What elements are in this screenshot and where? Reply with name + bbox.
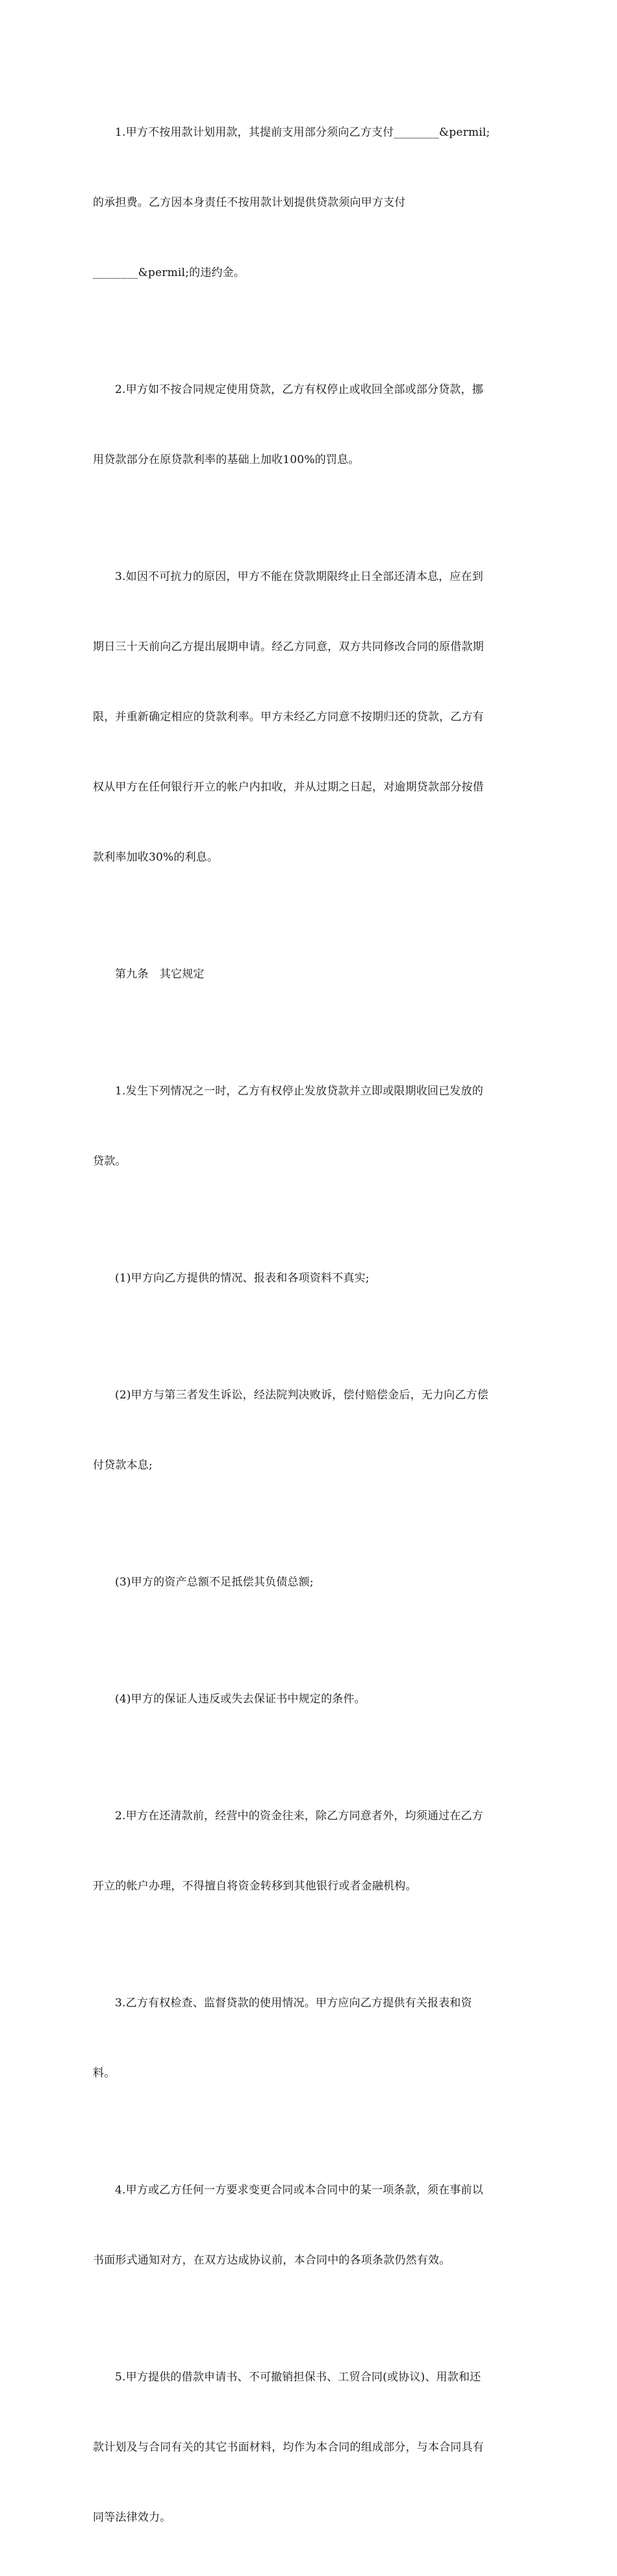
paragraph bbox=[93, 1945, 525, 2132]
text-line: 书面形式通知对方，在双方达成协议前，本合同中的各项条款仍然有效。 bbox=[93, 2254, 451, 2267]
text-line: 贷款。 bbox=[93, 1155, 127, 1168]
text-line: 款计划及与合同有关的其它书面材料，均作为本合同的组成部分，与本合同具有 bbox=[93, 2441, 484, 2454]
text-line: 3.如因不可抗力的原因，甲方不能在贷款期限终止日全部还清本息，应在到 bbox=[115, 570, 484, 583]
text-line: 开立的帐户办理，不得擅自将资金转移到其他银行或者金融机构。 bbox=[93, 1880, 417, 1893]
text-line: (2)甲方与第三者发生诉讼，经法院判决败诉，偿付赔偿金后，无力向乙方偿 bbox=[115, 1389, 489, 1402]
text-line: 1.甲方不按用款计划用款，其提前支用部分须向乙方支付________&permil; bbox=[115, 126, 490, 139]
paragraph bbox=[93, 1758, 525, 1945]
text-line: 用贷款部分在原贷款利率的基础上加收100%的罚息。 bbox=[93, 453, 360, 466]
text-line: 期日三十天前向乙方提出展期申请。经乙方同意，双方共同修改合同的原借款期 bbox=[93, 640, 484, 653]
paragraph bbox=[93, 331, 525, 518]
paragraph bbox=[93, 74, 525, 331]
text-line: 3.乙方有权检查、监督贷款的使用情况。甲方应向乙方提供有关报表和资 bbox=[115, 1997, 472, 2010]
text-line: (3)甲方的资产总额不足抵偿其负债总额; bbox=[115, 1576, 314, 1589]
paragraph bbox=[93, 1033, 525, 1220]
text-line: 1.发生下列情况之一时，乙方有权停止发放贷款并立即或限期收回已发放的 bbox=[115, 1085, 484, 1098]
paragraph bbox=[93, 2319, 525, 2576]
text-line: 权从甲方在任何银行开立的帐户内扣收，并从过期之日起，对逾期贷款部分按借 bbox=[93, 781, 484, 794]
text-line: 2.甲方如不按合同规定使用贷款，乙方有权停止或收回全部或部分贷款，挪 bbox=[115, 383, 484, 396]
text-line: 4.甲方或乙方任何一方要求变更合同或本合同中的某一项条款，须在事前以 bbox=[115, 2184, 484, 2197]
text-line: (4)甲方的保证人违反或失去保证书中规定的条件。 bbox=[115, 1693, 366, 1706]
text-line: 5.甲方提供的借款申请书、不可撤销担保书、工贸合同(或协议)、用款和还 bbox=[115, 2371, 481, 2384]
list-item bbox=[93, 1220, 525, 1337]
text-line: 付贷款本息; bbox=[93, 1459, 153, 1472]
text-line: 限，并重新确定相应的贷款利率。甲方未经乙方同意不按期归还的贷款，乙方有 bbox=[93, 711, 484, 724]
list-item bbox=[93, 1524, 525, 1641]
text-line: 料。 bbox=[93, 2067, 116, 2080]
text-line: 的承担费。乙方因本身责任不按用款计划提供贷款须向甲方支付 bbox=[93, 196, 406, 209]
list-item bbox=[93, 1337, 525, 1524]
text-line: 2.甲方在还清款前，经营中的资金往来，除乙方同意者外，均须通过在乙方 bbox=[115, 1810, 484, 1823]
paragraph bbox=[93, 518, 525, 916]
list-item bbox=[93, 1641, 525, 1758]
section-heading bbox=[93, 916, 525, 1033]
text-line: (1)甲方向乙方提供的情况、报表和各项资料不真实; bbox=[115, 1272, 370, 1285]
paragraph bbox=[93, 2132, 525, 2319]
text-line: 款利率加收30%的利息。 bbox=[93, 851, 219, 864]
document-page bbox=[93, 74, 525, 2576]
text-line: 同等法律效力。 bbox=[93, 2511, 171, 2524]
text-line: ________&permil;的违约金。 bbox=[93, 266, 246, 279]
section-heading-text: 第九条 其它规定 bbox=[115, 968, 205, 981]
